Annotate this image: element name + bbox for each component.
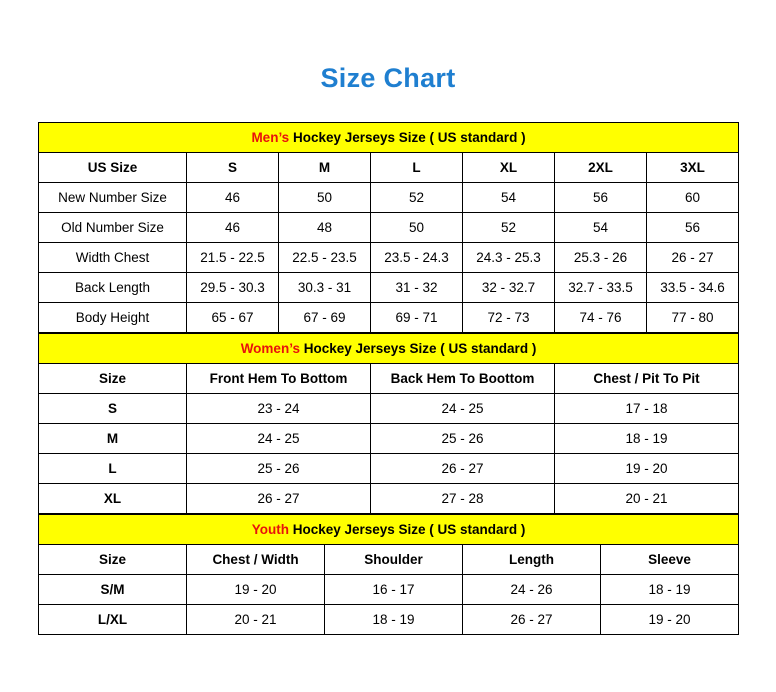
youth-cell: 16 - 17 — [325, 575, 463, 605]
mens-col-header: 2XL — [555, 153, 647, 183]
table-row — [39, 243, 739, 273]
mens-cell: 50 — [371, 213, 463, 243]
womens-cell: 25 - 26 — [187, 454, 371, 484]
mens-cell: 67 - 69 — [279, 303, 371, 333]
womens-cell: 17 - 18 — [555, 394, 739, 424]
womens-row-label: XL — [39, 484, 187, 514]
mens-cell: 23.5 - 24.3 — [371, 243, 463, 273]
table-row — [39, 484, 739, 514]
mens-cell: 31 - 32 — [371, 273, 463, 303]
mens-cell: 32 - 32.7 — [463, 273, 555, 303]
table-row — [39, 394, 739, 424]
mens-cell: 77 - 80 — [647, 303, 739, 333]
mens-section-header-row — [39, 123, 739, 153]
mens-cell: 72 - 73 — [463, 303, 555, 333]
mens-row-label: Back Length — [39, 273, 187, 303]
womens-row-label: M — [39, 424, 187, 454]
table-row — [39, 605, 739, 635]
mens-cell: 52 — [463, 213, 555, 243]
youth-col-header: Size — [39, 545, 187, 575]
womens-cell: 20 - 21 — [555, 484, 739, 514]
womens-cell: 26 - 27 — [187, 484, 371, 514]
mens-cell: 56 — [647, 213, 739, 243]
youth-row-label: S/M — [39, 575, 187, 605]
mens-cell: 56 — [555, 183, 647, 213]
mens-cell: 54 — [463, 183, 555, 213]
womens-cell: 23 - 24 — [187, 394, 371, 424]
mens-cell: 30.3 - 31 — [279, 273, 371, 303]
youth-row-label: L/XL — [39, 605, 187, 635]
mens-cell: 33.5 - 34.6 — [647, 273, 739, 303]
mens-row-label: New Number Size — [39, 183, 187, 213]
youth-cell: 18 - 19 — [601, 575, 739, 605]
mens-cell: 26 - 27 — [647, 243, 739, 273]
womens-col-header: Back Hem To Boottom — [371, 364, 555, 394]
youth-section-title — [39, 515, 739, 545]
womens-section-header-row — [39, 334, 739, 364]
youth-cell: 19 - 20 — [601, 605, 739, 635]
womens-section-title-rest: Hockey Jerseys Size ( US standard ) — [299, 341, 537, 356]
mens-cell: 22.5 - 23.5 — [279, 243, 371, 273]
mens-col-header: M — [279, 153, 371, 183]
womens-row-label: L — [39, 454, 187, 484]
table-row — [39, 213, 739, 243]
mens-cell: 52 — [371, 183, 463, 213]
womens-cell: 19 - 20 — [555, 454, 739, 484]
womens-col-header: Size — [39, 364, 187, 394]
mens-cell: 24.3 - 25.3 — [463, 243, 555, 273]
womens-size-table — [38, 333, 739, 514]
mens-cell: 69 - 71 — [371, 303, 463, 333]
mens-cell: 21.5 - 22.5 — [187, 243, 279, 273]
youth-col-header: Length — [463, 545, 601, 575]
mens-cell: 29.5 - 30.3 — [187, 273, 279, 303]
mens-col-header: L — [371, 153, 463, 183]
table-row — [39, 454, 739, 484]
womens-col-header: Chest / Pit To Pit — [555, 364, 739, 394]
mens-col-header: US Size — [39, 153, 187, 183]
youth-cell: 24 - 26 — [463, 575, 601, 605]
mens-col-header: XL — [463, 153, 555, 183]
youth-col-header: Sleeve — [601, 545, 739, 575]
table-row — [39, 575, 739, 605]
womens-cell: 26 - 27 — [371, 454, 555, 484]
table-row — [39, 303, 739, 333]
womens-cell: 18 - 19 — [555, 424, 739, 454]
table-row — [39, 424, 739, 454]
mens-size-table — [38, 122, 739, 333]
womens-row-label: S — [39, 394, 187, 424]
mens-col-header: S — [187, 153, 279, 183]
mens-cell: 25.3 - 26 — [555, 243, 647, 273]
mens-row-label: Width Chest — [39, 243, 187, 273]
mens-cell: 60 — [647, 183, 739, 213]
mens-row-label: Body Height — [39, 303, 187, 333]
table-row — [39, 183, 739, 213]
womens-cell: 24 - 25 — [371, 394, 555, 424]
youth-cell: 19 - 20 — [187, 575, 325, 605]
mens-section-title-rest: Hockey Jerseys Size ( US standard ) — [289, 130, 526, 145]
mens-cell: 46 — [187, 213, 279, 243]
table-row — [39, 364, 739, 394]
youth-cell: 20 - 21 — [187, 605, 325, 635]
youth-size-table — [38, 514, 739, 635]
size-chart-container — [38, 122, 738, 635]
womens-cell: 25 - 26 — [371, 424, 555, 454]
youth-section-title-rest: Hockey Jerseys Size ( US standard ) — [288, 522, 526, 537]
mens-cell: 32.7 - 33.5 — [555, 273, 647, 303]
mens-cell: 48 — [279, 213, 371, 243]
mens-col-header: 3XL — [647, 153, 739, 183]
mens-row-label: Old Number Size — [39, 213, 187, 243]
mens-section-title — [39, 123, 739, 153]
womens-col-header: Front Hem To Bottom — [187, 364, 371, 394]
mens-cell: 74 - 76 — [555, 303, 647, 333]
mens-cell: 54 — [555, 213, 647, 243]
youth-cell: 26 - 27 — [463, 605, 601, 635]
table-row — [39, 273, 739, 303]
youth-section-title-accent: Youth — [251, 522, 289, 537]
womens-cell: 27 - 28 — [371, 484, 555, 514]
youth-col-header: Shoulder — [325, 545, 463, 575]
youth-col-header: Chest / Width — [187, 545, 325, 575]
womens-cell: 24 - 25 — [187, 424, 371, 454]
mens-cell: 65 - 67 — [187, 303, 279, 333]
table-row — [39, 545, 739, 575]
womens-section-title — [39, 334, 739, 364]
mens-cell: 50 — [279, 183, 371, 213]
womens-section-title-accent: Women’s — [240, 341, 300, 356]
page-title: Size Chart — [320, 63, 456, 93]
youth-section-header-row — [39, 515, 739, 545]
mens-cell: 46 — [187, 183, 279, 213]
table-row — [39, 153, 739, 183]
mens-section-title-accent: Men’s — [251, 130, 290, 145]
youth-cell: 18 - 19 — [325, 605, 463, 635]
